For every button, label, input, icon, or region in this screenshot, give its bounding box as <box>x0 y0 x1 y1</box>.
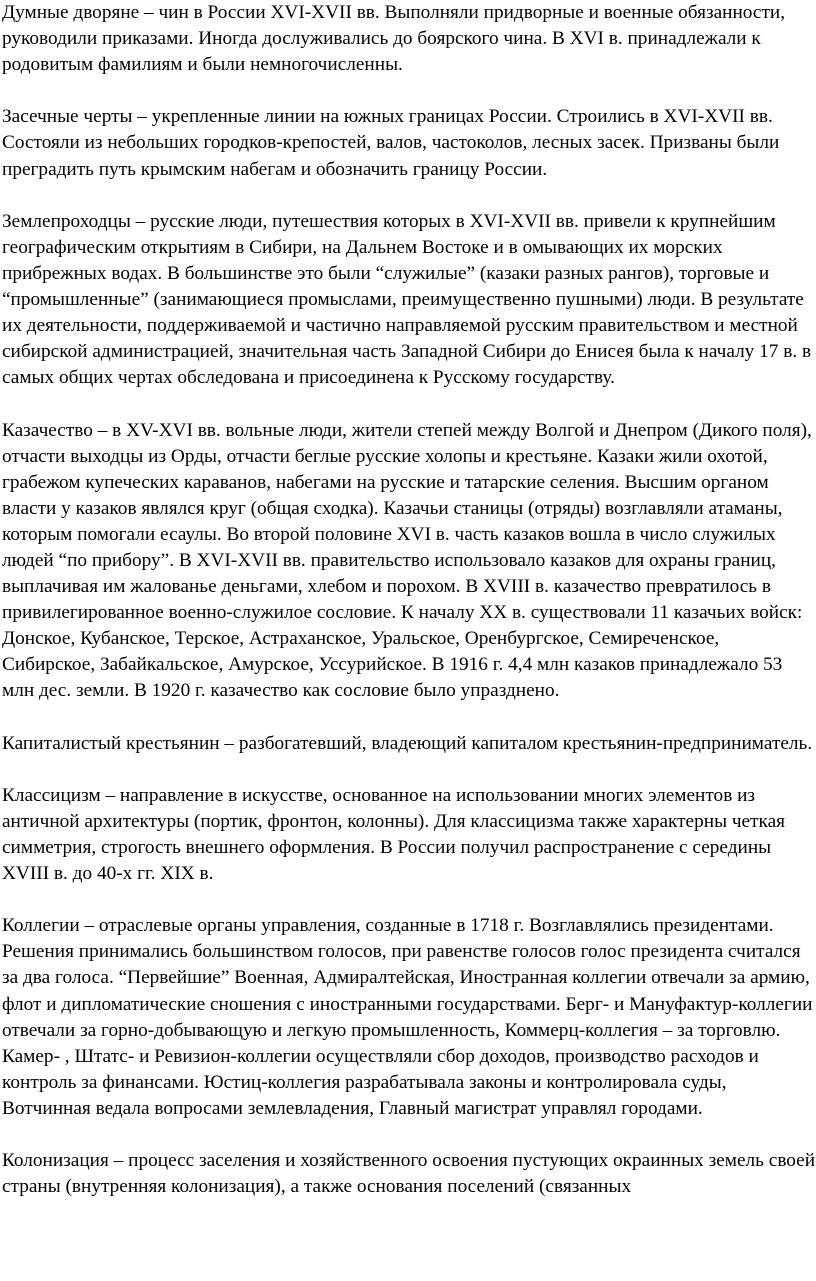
paragraph-kolonizatsiya: Колонизация – процесс заселения и хозяйственного освоения пустующих окраинных земель своей страны (внутренняя колонизация), а также основания поселений (связанных <box>2 1150 816 1198</box>
paragraph-zasechnye-cherty: Засечные черты – укрепленные линии на южных границах России. Строились в XVI-XVII вв. Состояли из небольших городков-крепостей, валов, частоколов, лесных засек. Призваны были преградить путь крымским набегам и обозначить границу России. <box>2 106 780 180</box>
paragraph-dumnye-dvoryane: Думные дворяне – чин в России XVI-XVII вв. Выполняли придворные и военные обязанности, руководили приказами. Иногда дослуживались до боярского чина. В XVI в. принадлежали к родовитым фамилиям и были немногочисленны. <box>2 2 786 76</box>
paragraph-kazachestvo: Казачество – в XV-XVI вв. вольные люди, жители степей между Волгой и Днепром (Дикого поля), отчасти выходцы из Орды, отчасти беглые русские холопы и крестьяне. Казаки жили охотой, грабежом купеческих караванов, набегами на русские и татарские селения. Высшим органом власти у казаков являлся круг (общая сходка). Казачьи станицы (отряды) возглавляли атаманы, которым помогали есаулы. Во второй половине XVI в. часть казаков вошла в число служилых людей “по прибору”. В XVI-XVII вв. правительство использовало казаков для охраны границ, выплачивая им жалованье деньгами, хлебом и порохом. В XVIII в. казачество превратилось в привилегированное военно-служилое сословие. К началу XX в. существовали 11 казачьих войск: Донское, Кубанское, Терское, Астраханское, Уральское, Оренбургское, Семиреченское, Сибирское, Забайкальское, Амурское, Уссурийское. В 1916 г. 4,4 млн казаков принадлежало 53 млн дес. земли. В 1920 г. казачество как сословие было упразднено. <box>2 419 812 702</box>
paragraph-kapitalisty-krestyanin: Капиталистый крестьянин – разбогатевший, владеющий капиталом крестьянин-предприниматель. <box>2 732 813 754</box>
paragraph-zemleprokhodtsy: Землепроходцы – русские люди, путешествия которых в XVI-XVII вв. привели к крупнейшим географическим открытиям в Сибири, на Дальнем Востоке и в омывающих их морских прибрежных водах. В большинстве это были “служилые” (казаки разных рангов), торговые и “промышленные” (занимающиеся промыслами, преимущественно пушными) люди. В результате их деятельности, поддерживаемой и частично направляемой русским правительством и местной сибирской администрацией, значительная часть Западной Сибири до Енисея была к началу 17 в. в самых общих чертах обследована и присоединена к Русскому государству. <box>2 210 812 389</box>
paragraph-klassitsizm: Классицизм – направление в искусстве, основанное на использовании многих элементов из античной архитектуры (портик, фронтон, колонны). Для классицизма также характерны четкая симметрия, строгость внешнего оформления. В России получил распространение с середины XVIII в. до 40-х гг. XIX в. <box>2 784 786 885</box>
paragraph-kollegii: Коллегии – отраслевые органы управления, созданные в 1718 г. Возглавлялись президентами. Решения принимались большинством голосов, при равенстве голосов голос президента считался за два голоса. “Первейшие” Военная, Адмиралтейская, Иностранная коллегии отвечали за армию, флот и дипломатические сношения с иностранными государствами. Берг- и Мануфактур-коллегии отвечали за горно-добывающую и легкую промышленность, Коммерц-коллегия – за торговлю. Камер- , Штатс- и Ревизион-коллегии осуществляли сбор доходов, производство расходов и контроль за финансами. Юстиц-коллегия разрабатывала законы и контролировала суды, Вотчинная ведала вопросами землевладения, Главный магистрат управлял городами. <box>2 915 813 1119</box>
